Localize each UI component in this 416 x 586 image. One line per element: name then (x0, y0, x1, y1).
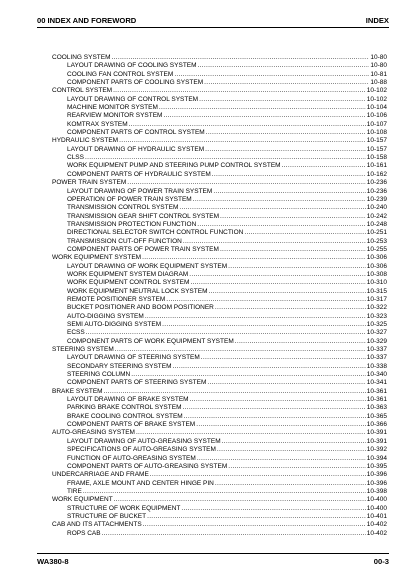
toc-entry-title: COMPONENT PARTS OF STEERING SYSTEM (67, 379, 207, 387)
toc-entry-page: 10-325 (366, 321, 387, 328)
dot-leader (215, 480, 366, 488)
dot-leader (179, 204, 365, 212)
toc-entry-title: WORK EQUIPMENT (52, 496, 113, 504)
toc-subentry[interactable] (52, 79, 387, 87)
toc-subentry[interactable] (52, 463, 387, 471)
toc-entry-page: 10-323 (366, 312, 387, 320)
toc-subentry[interactable] (52, 338, 387, 346)
toc-entry-page: 10-391 (366, 437, 387, 445)
dot-leader (162, 321, 366, 329)
toc-subentry[interactable] (52, 288, 387, 296)
footer-rule (37, 553, 389, 554)
toc-entry-title: LAYOUT DRAWING OF CONTROL SYSTEM (67, 95, 199, 103)
toc-entry-page: 10-107 (366, 120, 387, 128)
dot-leader (150, 471, 366, 479)
dot-leader (127, 179, 365, 187)
toc-subentry[interactable] (52, 296, 387, 304)
page-number: 00-3 (373, 557, 389, 566)
toc-subentry[interactable] (52, 413, 387, 421)
toc-entry-page: 10-102 (366, 95, 387, 103)
toc-entry-title: TRANSMISSION CUT-OFF FUNCTION (67, 237, 182, 245)
toc-entry-title: STEERING SYSTEM (52, 346, 114, 354)
toc-entry-page: 10-363 (366, 404, 387, 412)
toc-entry-page: 10-255 (366, 245, 387, 253)
toc-entry-title: DIRECTIONAL SELECTOR SWITCH CONTROL FUNCTION (67, 229, 244, 237)
toc-entry-page: 10-240 (366, 204, 387, 212)
toc-entry-page: 10-396 (366, 479, 387, 487)
dot-leader (112, 54, 370, 62)
toc-entry-page: 10-327 (366, 329, 387, 337)
toc-entry-page: 10-81 (370, 70, 387, 78)
dot-leader (190, 279, 365, 287)
toc-entry-title: SECONDARY STEERING SYSTEM (67, 362, 172, 370)
dot-leader (235, 338, 366, 346)
toc-subentry[interactable] (52, 438, 387, 446)
toc-subentry[interactable] (52, 104, 387, 112)
toc-entry-page: 10-366 (366, 421, 387, 429)
dot-leader (228, 263, 366, 271)
toc-entry-title: LAYOUT DRAWING OF HYDRAULIC SYSTEM (67, 145, 205, 153)
toc-entry-page: 10-251 (366, 229, 387, 237)
toc-subentry[interactable] (52, 304, 387, 312)
toc-entry-page: 10-80 (370, 54, 387, 61)
toc-entry-title: WORK EQUIPMENT NEUTRAL LOCK SYSTEM (67, 287, 208, 295)
toc-entry-page: 10-337 (366, 346, 387, 354)
toc-entry-title: POWER TRAIN SYSTEM (52, 179, 127, 187)
dot-leader (115, 346, 366, 354)
toc-entry-page: 10-102 (366, 87, 387, 95)
toc-entry-page: 10-391 (366, 429, 387, 437)
toc-entry-page: 10-88 (370, 79, 387, 87)
dot-leader (136, 429, 366, 437)
dot-leader (183, 238, 366, 246)
toc-entry-page: 10-315 (366, 287, 387, 295)
toc-entry-title: LAYOUT DRAWING OF WORK EQUIPMENT SYSTEM (67, 262, 228, 270)
toc-subentry[interactable] (52, 162, 387, 170)
toc-entry-page: 10-341 (366, 379, 387, 387)
toc-entry[interactable] (52, 471, 387, 479)
dot-leader (131, 371, 366, 379)
toc-subentry[interactable] (52, 112, 387, 120)
toc-entry-page: 10-361 (366, 387, 387, 395)
toc-entry-title: OPERATION OF POWER TRAIN SYSTEM (67, 195, 192, 203)
toc-entry-page: 10-402 (366, 521, 387, 529)
toc-entry-page: 10-400 (366, 504, 387, 512)
toc-entry-page: 10-242 (366, 212, 387, 220)
dot-leader (220, 246, 366, 254)
dot-leader (206, 129, 366, 137)
dot-leader (166, 296, 366, 304)
toc-subentry[interactable] (52, 121, 387, 129)
dot-leader (220, 213, 366, 221)
dot-leader (114, 496, 366, 504)
toc-entry-title: COMPONENT PARTS OF POWER TRAIN SYSTEM (67, 245, 219, 253)
toc-entry-page: 10-80 (370, 62, 387, 70)
dot-leader (86, 329, 366, 337)
toc-entry-page: 10-106 (366, 112, 387, 120)
toc-subentry[interactable] (52, 171, 387, 179)
toc-subentry[interactable] (52, 480, 387, 488)
toc-subentry[interactable] (52, 329, 387, 337)
toc-entry-title: FUNCTION OF AUTO-GREASING SYSTEM (67, 454, 196, 462)
toc-entry-title: WORK EQUIPMENT SYSTEM (52, 254, 142, 262)
toc-entry-title: SEMI AUTO-DIGGING SYSTEM (67, 321, 162, 328)
dot-leader (209, 288, 366, 296)
toc-entry[interactable] (52, 254, 387, 262)
dot-leader (222, 438, 366, 446)
toc-subentry[interactable] (52, 204, 387, 212)
dot-leader (207, 379, 365, 387)
toc-entry[interactable] (52, 496, 387, 504)
toc-entry-title: REMOTE POSITIONER SYSTEM (67, 295, 166, 303)
toc-subentry[interactable] (52, 196, 387, 204)
toc-entry-page: 10-395 (366, 462, 387, 470)
dot-leader (193, 196, 366, 204)
toc-entry-page: 10-340 (366, 371, 387, 379)
toc-subentry[interactable] (52, 530, 387, 538)
toc-entry-page: 10-398 (366, 487, 387, 495)
toc-entry-page: 10-306 (366, 254, 387, 262)
toc-subentry[interactable] (52, 246, 387, 254)
page-header (37, 16, 389, 29)
dot-leader (201, 354, 366, 362)
dot-leader (184, 413, 366, 421)
dot-leader (174, 71, 369, 79)
toc-entry-title: UNDERCARRIAGE AND FRAME (52, 471, 149, 479)
toc-entry-title: WORK EQUIPMENT SYSTEM DIAGRAM (67, 270, 189, 278)
dot-leader (204, 79, 369, 87)
toc-entry-page: 10-253 (366, 237, 387, 245)
dot-leader (213, 188, 365, 196)
toc-entry-title: WORK EQUIPMENT CONTROL SYSTEM (67, 279, 190, 287)
toc-entry-title: MACHINE MONITOR SYSTEM (67, 104, 158, 112)
dot-leader (143, 521, 366, 529)
toc-entry-title: ECSS (67, 329, 85, 337)
dot-leader (282, 162, 366, 170)
toc-entry-title: LAYOUT DRAWING OF AUTO-GREASING SYSTEM (67, 437, 221, 445)
toc-entry-page: 10-310 (366, 279, 387, 287)
toc-subentry[interactable] (52, 62, 387, 70)
toc-entry-title: STRUCTURE OF WORK EQUIPMENT (67, 504, 181, 512)
dot-leader (196, 421, 366, 429)
toc-subentry[interactable] (52, 455, 387, 463)
page-footer (37, 553, 389, 566)
dot-leader (183, 404, 366, 412)
toc-entry-title: COMPONENT PARTS OF COOLING SYSTEM (67, 79, 204, 87)
toc-entry[interactable] (52, 137, 387, 145)
toc-subentry[interactable] (52, 379, 387, 387)
dot-leader (228, 463, 366, 471)
toc-entry-page: 10-308 (366, 270, 387, 278)
toc-entry-page: 10-248 (366, 220, 387, 228)
toc-entry-title: COMPONENT PARTS OF CONTROL SYSTEM (67, 129, 205, 137)
toc-entry-title: REARVIEW MONITOR SYSTEM (67, 112, 163, 120)
toc-subentry[interactable] (52, 363, 387, 371)
toc-entry[interactable] (52, 87, 387, 95)
toc-entry-title: TRANSMISSION GEAR SHIFT CONTROL SYSTEM (67, 212, 220, 220)
table-of-contents (52, 54, 387, 538)
dot-leader (181, 505, 365, 513)
toc-subentry[interactable] (52, 321, 387, 329)
toc-subentry[interactable] (52, 146, 387, 154)
toc-entry-title: KOMTRAX SYSTEM (67, 120, 128, 128)
toc-entry-title: WORK EQUIPMENT PUMP AND STEERING PUMP CONTROL SYSTEM (67, 162, 281, 170)
toc-subentry[interactable] (52, 263, 387, 271)
toc-entry-title: CONTROL SYSTEM (52, 87, 113, 95)
toc-subentry[interactable] (52, 213, 387, 221)
toc-entry-page: 10-337 (366, 354, 387, 362)
toc-subentry[interactable] (52, 396, 387, 404)
dot-leader (244, 229, 365, 237)
toc-subentry[interactable] (52, 513, 387, 521)
toc-entry-page: 10-236 (366, 179, 387, 187)
toc-entry-page: 10-157 (366, 145, 387, 153)
toc-entry-title: LAYOUT DRAWING OF BRAKE SYSTEM (67, 396, 189, 404)
toc-entry-page: 10-329 (366, 337, 387, 345)
toc-entry-page: 10-306 (366, 262, 387, 270)
toc-entry-page: 10-239 (366, 195, 387, 203)
toc-entry[interactable] (52, 521, 387, 529)
toc-entry-title: TRANSMISSION PROTECTION FUNCTION (67, 220, 197, 228)
toc-entry-title: CLSS (67, 154, 84, 162)
dot-leader (119, 137, 366, 145)
toc-subentry[interactable] (52, 421, 387, 429)
toc-entry-title: CAB AND ITS ATTACHMENTS (52, 521, 142, 529)
dot-leader (83, 488, 366, 496)
toc-entry-page: 10-392 (366, 446, 387, 454)
toc-entry-title: COMPONENT PARTS OF BRAKE SYSTEM (67, 421, 196, 429)
toc-subentry[interactable] (52, 129, 387, 137)
toc-entry-title: PARKING BRAKE CONTROL SYSTEM (67, 404, 182, 412)
dot-leader (173, 363, 366, 371)
toc-entry-title: COMPONENT PARTS OF WORK EQUIPMENT SYSTEM (67, 337, 234, 345)
toc-subentry[interactable] (52, 188, 387, 196)
dot-leader (190, 396, 366, 404)
toc-entry-page: 10-401 (366, 512, 387, 520)
toc-entry[interactable] (52, 179, 387, 187)
toc-entry-title: TIRE (67, 487, 82, 495)
toc-entry-page: 10-158 (366, 154, 387, 162)
toc-entry-title: BRAKE COOLING CONTROL SYSTEM (67, 412, 183, 420)
dot-leader (159, 104, 366, 112)
toc-subentry[interactable] (52, 271, 387, 279)
toc-entry-page: 10-396 (366, 471, 387, 479)
toc-subentry[interactable] (52, 96, 387, 104)
toc-entry[interactable] (52, 54, 387, 62)
toc-entry-page: 10-322 (366, 304, 387, 312)
toc-entry-page: 10-402 (366, 529, 387, 537)
toc-entry-title: COOLING FAN CONTROL SYSTEM (67, 70, 174, 78)
toc-entry-page: 10-157 (366, 137, 387, 145)
dot-leader (205, 146, 366, 154)
toc-subentry[interactable] (52, 446, 387, 454)
dot-leader (113, 87, 366, 95)
toc-entry-page: 10-317 (366, 295, 387, 303)
dot-leader (189, 271, 366, 279)
toc-entry-page: 10-104 (366, 104, 387, 112)
toc-entry-title: STRUCTURE OF BUCKET (67, 512, 147, 520)
toc-entry-page: 10-338 (366, 362, 387, 370)
toc-entry-title: ROPS CAB (67, 529, 101, 537)
toc-entry[interactable] (52, 429, 387, 437)
toc-entry-title: AUTO-GREASING SYSTEM (52, 429, 135, 437)
toc-entry-title: HYDRAULIC SYSTEM (52, 137, 119, 145)
dot-leader (163, 112, 365, 120)
toc-entry-page: 10-361 (366, 396, 387, 404)
toc-entry-title: LAYOUT DRAWING OF POWER TRAIN SYSTEM (67, 187, 213, 195)
toc-entry-title: LAYOUT DRAWING OF STEERING SYSTEM (67, 354, 200, 362)
dot-leader (147, 513, 366, 521)
dot-leader (104, 388, 366, 396)
toc-entry-title: STEERING COLUMN (67, 371, 131, 379)
toc-subentry[interactable] (52, 238, 387, 246)
toc-entry-page: 10-162 (366, 170, 387, 178)
section-title: 00 INDEX AND FOREWORD (37, 16, 137, 25)
toc-subentry[interactable] (52, 71, 387, 79)
dot-leader (212, 171, 366, 179)
toc-entry-title: FRAME, AXLE MOUNT AND CENTER HINGE PIN (67, 479, 214, 487)
dot-leader (142, 254, 366, 262)
toc-entry-title: BUCKET POSITIONER AND BOOM POSITIONER (67, 304, 214, 312)
toc-entry-title: COMPONENT PARTS OF AUTO-GREASING SYSTEM (67, 462, 228, 470)
toc-entry-page: 10-365 (366, 412, 387, 420)
header-index-label: INDEX (365, 16, 389, 25)
toc-entry-page: 10-161 (366, 162, 387, 170)
dot-leader (145, 313, 366, 321)
toc-entry-title: LAYOUT DRAWING OF COOLING SYSTEM (67, 62, 197, 70)
header-rule (37, 27, 389, 28)
model-number: WA380-8 (37, 557, 69, 566)
toc-entry-page: 10-400 (366, 496, 387, 504)
toc-entry[interactable] (52, 388, 387, 396)
toc-entry-title: TRANSMISSION CONTROL SYSTEM (67, 204, 179, 212)
toc-subentry[interactable] (52, 505, 387, 513)
toc-entry-title: COOLING SYSTEM (52, 54, 111, 61)
dot-leader (199, 96, 366, 104)
toc-entry-page: 10-108 (366, 129, 387, 137)
dot-leader (217, 446, 366, 454)
toc-subentry[interactable] (52, 371, 387, 379)
dot-leader (197, 221, 365, 229)
toc-subentry[interactable] (52, 229, 387, 237)
toc-entry-page: 10-394 (366, 454, 387, 462)
toc-entry-title: BRAKE SYSTEM (52, 387, 103, 395)
toc-subentry[interactable] (52, 404, 387, 412)
toc-entry-page: 10-236 (366, 187, 387, 195)
dot-leader (215, 304, 366, 312)
toc-subentry[interactable] (52, 488, 387, 496)
dot-leader (102, 530, 366, 538)
dot-leader (197, 455, 366, 463)
dot-leader (85, 154, 366, 162)
toc-subentry[interactable] (52, 354, 387, 362)
toc-subentry[interactable] (52, 313, 387, 321)
toc-entry-title: SPECIFICATIONS OF AUTO-GREASING SYSTEM (67, 446, 216, 454)
dot-leader (198, 62, 370, 70)
toc-subentry[interactable] (52, 279, 387, 287)
toc-subentry[interactable] (52, 154, 387, 162)
toc-entry-title: AUTO-DIGGING SYSTEM (67, 312, 144, 320)
toc-entry-title: COMPONENT PARTS OF HYDRAULIC SYSTEM (67, 170, 211, 178)
dot-leader (129, 121, 366, 129)
toc-subentry[interactable] (52, 221, 387, 229)
toc-entry[interactable] (52, 346, 387, 354)
